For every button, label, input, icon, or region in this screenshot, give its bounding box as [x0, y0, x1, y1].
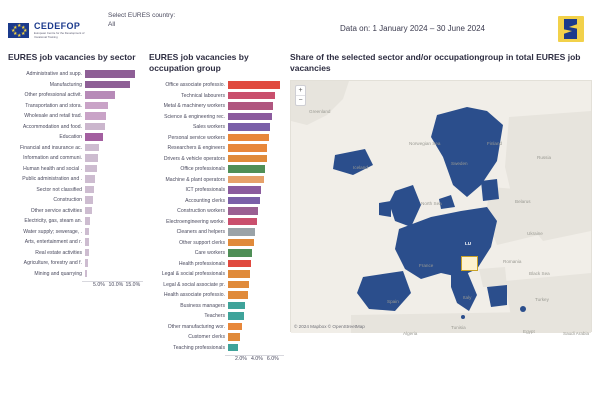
- brand-subtitle: European Centre for the Development of Vocational Training: [34, 31, 85, 39]
- bar-track: [228, 91, 284, 102]
- map-place-label: Algeria: [403, 331, 418, 336]
- bar-row[interactable]: [8, 269, 143, 280]
- bar-category-label: Transportation and stora.: [25, 102, 82, 109]
- axis-tick-label: 10.0%: [108, 282, 124, 288]
- country-filter-value[interactable]: All: [108, 21, 116, 28]
- bar[interactable]: [228, 165, 265, 173]
- sector-bar-chart[interactable]: [8, 69, 143, 293]
- map-place-label: Spain: [387, 299, 399, 304]
- bar[interactable]: [85, 259, 88, 267]
- map-zoom-controls[interactable]: [295, 85, 306, 106]
- axis-tick-label: 15.0%: [125, 282, 141, 288]
- map-zoom-in-button[interactable]: +: [298, 87, 303, 94]
- bar-category-label: Care workers: [194, 250, 225, 257]
- country-filter-label: Select EURES country:: [108, 12, 176, 19]
- bar-category-label: Customer clerks: [188, 334, 225, 341]
- bar[interactable]: [228, 186, 261, 194]
- bar-track: [228, 206, 284, 217]
- bar[interactable]: [228, 260, 251, 268]
- bar[interactable]: [85, 123, 105, 131]
- bar-row[interactable]: [149, 80, 284, 91]
- bar-row[interactable]: [149, 332, 284, 343]
- bar-row[interactable]: [149, 343, 284, 354]
- bar-category-label: Health associate professio.: [163, 292, 225, 299]
- bar-category-label: Office associate professio.: [165, 82, 225, 89]
- bar-row[interactable]: [149, 280, 284, 291]
- map-place-label: Iceland: [353, 165, 368, 170]
- bar[interactable]: [228, 92, 275, 100]
- bar-row[interactable]: [149, 311, 284, 322]
- bar-row[interactable]: [8, 258, 143, 269]
- bar-track: [228, 290, 284, 301]
- bar[interactable]: [228, 81, 280, 89]
- bar-row[interactable]: [149, 206, 284, 217]
- bar[interactable]: [228, 102, 273, 110]
- bar-row[interactable]: [149, 175, 284, 186]
- bar[interactable]: [228, 302, 245, 310]
- bar-track: [85, 227, 143, 238]
- map-place-label: Russia: [537, 155, 552, 160]
- x-axis: [225, 355, 284, 367]
- bar[interactable]: [228, 270, 250, 278]
- bar-track: [85, 174, 143, 185]
- bar-track: [85, 143, 143, 154]
- axis-tick-label: 2.0%: [235, 356, 247, 362]
- bar-category-label: Business managers: [180, 302, 225, 309]
- bar-category-label: Legal & social associate pr.: [163, 281, 225, 288]
- eu-flag-icon: ★ ★ ★ ★ ★ ★ ★ ★: [8, 23, 29, 38]
- bar-category-label: Electroengineering worke.: [166, 218, 225, 225]
- bar-category-label: Machine & plant operators: [165, 176, 225, 183]
- bar-category-label: Cleaners and helpers: [176, 229, 225, 236]
- bar-track: [228, 164, 284, 175]
- bar-category-label: Accounting clerks: [185, 197, 225, 204]
- bar-track: [228, 343, 284, 354]
- bar-row[interactable]: [8, 90, 143, 101]
- bar-row[interactable]: [8, 153, 143, 164]
- bar[interactable]: [228, 207, 258, 215]
- map-place-label: Egypt: [523, 329, 535, 334]
- bar-category-label: Drivers & vehicle operators: [163, 155, 225, 162]
- bar-row[interactable]: [8, 132, 143, 143]
- bar-row[interactable]: [149, 322, 284, 333]
- bar-row[interactable]: [149, 238, 284, 249]
- sector-chart-title: EURES job vacancies by sector: [8, 52, 136, 62]
- bar-track: [85, 122, 143, 133]
- bar-track: [85, 164, 143, 175]
- bar-category-label: Information and communi.: [23, 155, 82, 162]
- bar-category-label: Electricity, gas, steam an.: [24, 218, 82, 225]
- bar-row[interactable]: [8, 80, 143, 91]
- bar[interactable]: [228, 134, 269, 142]
- bar[interactable]: [85, 102, 108, 110]
- bar-category-label: Arts, entertainment and r.: [24, 239, 82, 246]
- occupation-chart-panel: [149, 52, 284, 388]
- bar-category-label: Other service activities: [30, 207, 82, 214]
- bar[interactable]: [85, 207, 92, 215]
- map-label-lu: LU: [465, 241, 472, 246]
- map-place-label: Sweden: [451, 161, 468, 166]
- bar-category-label: Wholesale and retail trad.: [24, 113, 82, 120]
- bar-category-label: Health professionals: [178, 260, 225, 267]
- luxembourg-highlight: [461, 256, 478, 271]
- bar-track: [228, 217, 284, 228]
- map-title: Share of the selected sector and/or occupationgroup in total EURES job vacancies: [290, 52, 581, 73]
- bar-row[interactable]: [149, 227, 284, 238]
- bar-category-label: Mining and quarrying: [34, 270, 82, 277]
- map-vector-layer: [291, 81, 591, 333]
- map-place-label: France: [419, 263, 434, 268]
- bar-category-label: Researchers & engineers: [167, 145, 225, 152]
- bar-category-label: Construction workers: [177, 208, 225, 215]
- bar-row[interactable]: [149, 91, 284, 102]
- bar-category-label: Human health and social .: [23, 165, 82, 172]
- bar[interactable]: [228, 333, 240, 341]
- bar-track: [85, 195, 143, 206]
- bar-row[interactable]: [149, 301, 284, 312]
- bar[interactable]: [228, 176, 264, 184]
- bar-track: [85, 248, 143, 259]
- map-panel: [290, 52, 592, 388]
- bar[interactable]: [85, 91, 115, 99]
- bar-category-label: Real estate activities: [35, 249, 82, 256]
- bar[interactable]: [228, 249, 252, 257]
- bar-track: [85, 216, 143, 227]
- bar-track: [228, 332, 284, 343]
- bar-row[interactable]: [149, 101, 284, 112]
- bar-row[interactable]: [8, 101, 143, 112]
- occupation-bar-chart[interactable]: [149, 80, 284, 367]
- bar-row[interactable]: [8, 111, 143, 122]
- bar-row[interactable]: [8, 237, 143, 248]
- map-place-label: Saudi Arabia: [563, 331, 590, 336]
- bar[interactable]: [228, 123, 270, 131]
- bar-track: [228, 259, 284, 270]
- bar-category-label: Technical labourers: [181, 92, 225, 99]
- bar-category-label: Construction: [53, 197, 82, 204]
- bar-track: [85, 153, 143, 164]
- bar-row[interactable]: [149, 217, 284, 228]
- axis-tick-label: 5.0%: [93, 282, 105, 288]
- axis-tick-label: 6.0%: [266, 356, 279, 362]
- bar-row[interactable]: [8, 164, 143, 175]
- bar-row[interactable]: [149, 154, 284, 165]
- bar-track: [228, 154, 284, 165]
- bar-row[interactable]: [149, 185, 284, 196]
- bar-category-label: Teachers: [204, 313, 225, 320]
- bar-track: [228, 311, 284, 322]
- bar[interactable]: [85, 238, 89, 246]
- bar-row[interactable]: [149, 112, 284, 123]
- bar-track: [228, 185, 284, 196]
- bar-track: [85, 111, 143, 122]
- bar-row[interactable]: [8, 227, 143, 238]
- bar-category-label: Other support clerks: [179, 239, 225, 246]
- bar-category-label: Sector not classified: [36, 186, 82, 193]
- dashboard-panels: [8, 52, 592, 388]
- bar-category-label: Legal & social professionals: [161, 271, 225, 278]
- bar-track: [85, 258, 143, 269]
- bar-category-label: Teaching professionals: [173, 344, 225, 351]
- map-place-label: Norwegian Sea: [409, 141, 441, 146]
- bar[interactable]: [85, 249, 89, 257]
- bar[interactable]: [85, 165, 97, 173]
- bar-track: [228, 196, 284, 207]
- bar[interactable]: [85, 154, 98, 162]
- bar-category-label: Administrative and supp.: [26, 71, 82, 78]
- bar[interactable]: [228, 239, 254, 247]
- bar-row[interactable]: [149, 259, 284, 270]
- map-place-label: Ukraine: [527, 231, 543, 236]
- bar-row[interactable]: [149, 122, 284, 133]
- bar-track: [85, 101, 143, 112]
- bar[interactable]: [85, 133, 103, 141]
- map-place-label: Italy: [463, 295, 472, 300]
- bar-track: [228, 238, 284, 249]
- bar-track: [228, 133, 284, 144]
- map-place-label: Belarus: [515, 199, 531, 204]
- bar-row[interactable]: [8, 122, 143, 133]
- occupation-chart-title: EURES job vacancies by occupation group: [149, 52, 249, 73]
- bar-row[interactable]: [8, 69, 143, 80]
- bar-track: [228, 248, 284, 259]
- bar-category-label: Metal & machinery workers: [163, 103, 225, 110]
- bar-track: [228, 112, 284, 123]
- bar-track: [228, 227, 284, 238]
- bar[interactable]: [228, 228, 255, 236]
- bar-track: [85, 90, 143, 101]
- bar[interactable]: [228, 155, 267, 163]
- bar-track: [85, 132, 143, 143]
- bar[interactable]: [85, 81, 130, 89]
- bar[interactable]: [228, 144, 267, 152]
- bar-track: [228, 280, 284, 291]
- bar-row[interactable]: [149, 290, 284, 301]
- bar-category-label: Public administration and .: [22, 176, 82, 183]
- bar-row[interactable]: [8, 206, 143, 217]
- bar-track: [85, 80, 143, 91]
- bar-track: [228, 175, 284, 186]
- bar-track: [228, 80, 284, 91]
- map-place-label: Turkey: [535, 297, 549, 302]
- bar[interactable]: [85, 144, 99, 152]
- bar-track: [85, 206, 143, 217]
- bar-track: [228, 122, 284, 133]
- map-place-label: Black Sea: [529, 271, 550, 276]
- bar-row[interactable]: [8, 185, 143, 196]
- bar-track: [228, 322, 284, 333]
- bar-track: [228, 301, 284, 312]
- bar[interactable]: [85, 196, 93, 204]
- map-attribution: © 2024 Mapbox © OpenStreetMap: [294, 324, 365, 329]
- data-period-label: Data on: 1 January 2024 – 30 June 2024: [340, 24, 485, 33]
- bar[interactable]: [228, 344, 238, 352]
- bar[interactable]: [228, 218, 257, 226]
- bar[interactable]: [228, 113, 272, 121]
- bar-row[interactable]: [149, 248, 284, 259]
- x-axis: [82, 281, 143, 293]
- bar-category-label: Sales workers: [193, 124, 225, 131]
- bar-category-label: Agriculture, forestry and f.: [23, 260, 82, 267]
- bar[interactable]: [228, 281, 249, 289]
- bar-row[interactable]: [8, 248, 143, 259]
- axis-tick-label: 4.0%: [250, 356, 263, 362]
- map-place-label: Romania: [503, 259, 522, 264]
- bar-category-label: Other manufacturing wor.: [167, 323, 225, 330]
- bar[interactable]: [85, 217, 90, 225]
- map-place-label: Greenland: [309, 109, 331, 114]
- bar-row[interactable]: [8, 195, 143, 206]
- cedefop-symbol-icon: [558, 16, 584, 42]
- bar[interactable]: [228, 323, 242, 331]
- map-zoom-out-button[interactable]: −: [298, 97, 303, 104]
- bar[interactable]: [85, 70, 135, 78]
- bar-row[interactable]: [149, 196, 284, 207]
- bar-track: [85, 269, 143, 280]
- cedefop-logo: [8, 21, 88, 39]
- bar[interactable]: [85, 175, 95, 183]
- bar-row[interactable]: [149, 133, 284, 144]
- bar-category-label: Education: [59, 134, 82, 141]
- bar-row[interactable]: [8, 143, 143, 154]
- bar[interactable]: [228, 197, 260, 205]
- bar-track: [85, 237, 143, 248]
- bar-category-label: Financial and insurance ac.: [19, 144, 82, 151]
- europe-choropleth-map[interactable]: [290, 80, 592, 336]
- bar-category-label: ICT professionals: [185, 187, 225, 194]
- map-place-label: Tunisia: [451, 325, 466, 330]
- bar[interactable]: [228, 291, 248, 299]
- bar[interactable]: [85, 228, 89, 236]
- sector-chart-panel: [8, 52, 143, 388]
- brand-name: CEDEFOP: [34, 21, 81, 32]
- bar-track: [228, 269, 284, 280]
- bar[interactable]: [85, 186, 94, 194]
- bar-row[interactable]: [149, 269, 284, 280]
- bar-track: [228, 143, 284, 154]
- bar-row[interactable]: [149, 143, 284, 154]
- country-filter[interactable]: [108, 12, 228, 29]
- bar[interactable]: [228, 312, 244, 320]
- bar-category-label: Personal service workers: [168, 134, 225, 141]
- bar[interactable]: [85, 112, 106, 120]
- bar-track: [228, 101, 284, 112]
- map-place-label: North Sea: [421, 201, 442, 206]
- bar-category-label: Other professional activit.: [24, 92, 82, 99]
- bar-category-label: Water supply; sewerage, .: [23, 228, 82, 235]
- bar-track: [85, 69, 143, 80]
- bar-category-label: Science & engineering rec.: [164, 113, 225, 120]
- bar[interactable]: [85, 270, 87, 278]
- bar-row[interactable]: [149, 164, 284, 175]
- bar-row[interactable]: [8, 216, 143, 227]
- map-place-label: Finland: [487, 141, 503, 146]
- bar-category-label: Manufacturing: [49, 81, 82, 88]
- bar-category-label: Office professionals: [180, 166, 225, 173]
- bar-track: [85, 185, 143, 196]
- bar-row[interactable]: [8, 174, 143, 185]
- dashboard-header: [8, 8, 592, 52]
- bar-category-label: Accommodation and food.: [22, 123, 82, 130]
